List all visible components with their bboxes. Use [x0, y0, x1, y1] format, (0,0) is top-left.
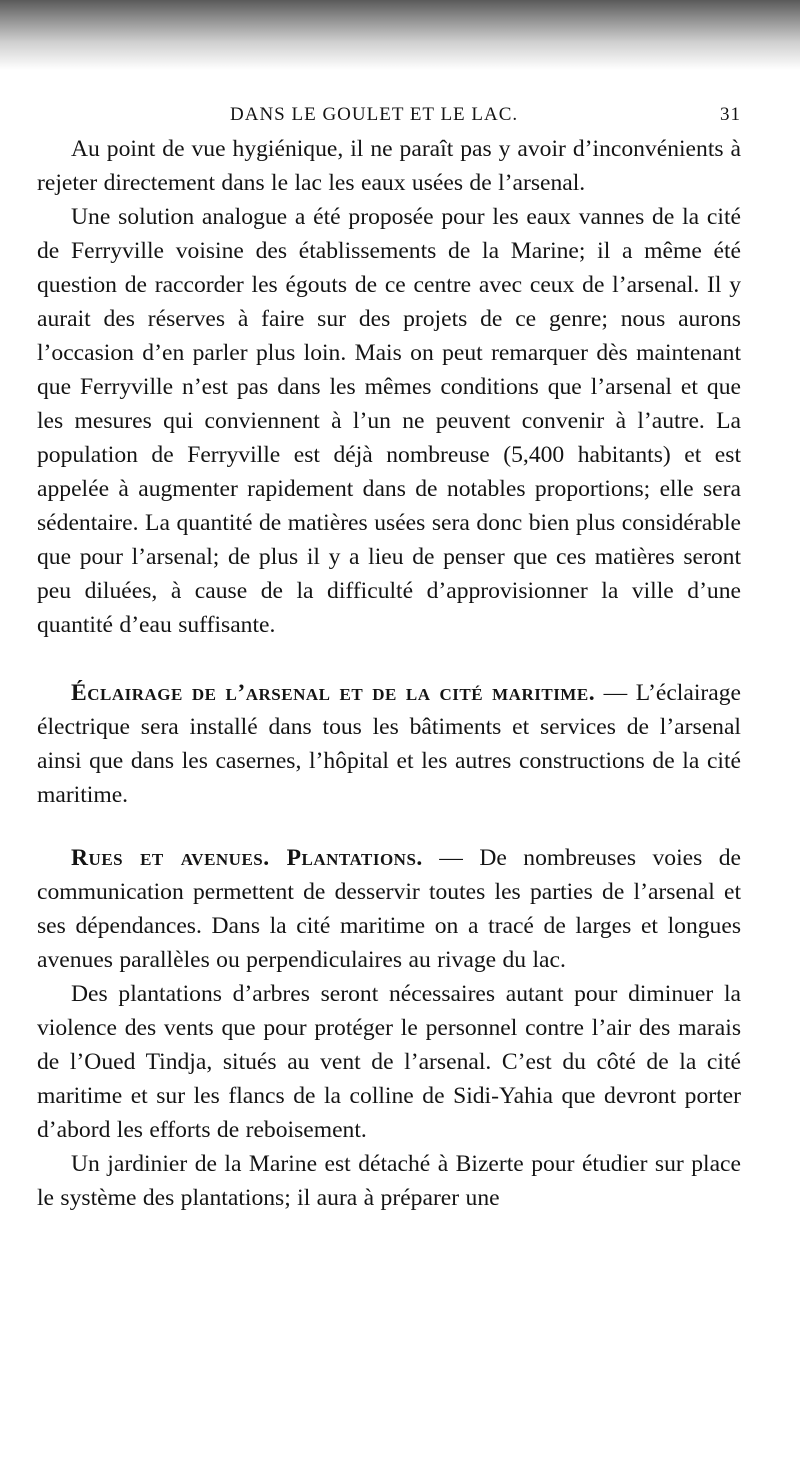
paragraph-hygiene: Au point de vue hygiénique, il ne paraît pas y avoir d’inconvénients à rejeter directement dans le lac les eaux usées de l’arsenal. [37, 136, 741, 196]
body-text [37, 132, 741, 1215]
paragraph-jardinier: Un jardinier de la Marine est détaché à Bizerte pour étudier sur place le système des plantations; il aura à préparer une [37, 1151, 741, 1211]
section-eclairage [37, 676, 741, 812]
section-heading-eclairage: Éclairage de l’arsenal et de la cité maritime. [71, 680, 596, 706]
section-gap [37, 642, 741, 676]
paragraph-ferryville: Une solution analogue a été proposée pour les eaux vannes de la cité de Ferryville voisine des établissements de la Marine; il a même été question de raccorder les égouts de ce centre avec ceux de l’arsenal. Il y aurait des réserves à faire sur des projets de ce genre; nous aurons l’occasion d’en parler plus loin. Mais on peut remarquer dès maintenant que Ferryville n’est pas dans les mêmes conditions que l’arsenal et que les mesures qui conviennent à l’un ne peuvent convenir à l’autre. La population de Ferryville est déjà nombreuse (5,400 habitants) et est appelée à augmenter rapidement dans de notables proportions; elle sera sédentaire. La quantité de matières usées sera donc bien plus considérable que pour l’arsenal; de plus il y a lieu de penser que ces matières seront peu diluées, à cause de la difficulté d’approvisionner la ville d’une quantité d’eau suffisante. [37, 204, 741, 638]
page-number: 31 [720, 104, 741, 125]
running-title: DANS LE GOULET ET LE LAC. [230, 104, 519, 125]
section-rues [37, 841, 741, 977]
paragraph-plantations: Des plantations d’arbres seront nécessaires autant pour diminuer la violence des vents que pour protéger le personnel contre l’air des marais de l’Oued Tindja, situés au vent de l’arsenal. C’est du côté de la cité maritime et sur les flancs de la colline de Sidi-Yahia que devront porter d’abord les efforts de reboisement. [37, 981, 741, 1143]
section-gap [37, 812, 741, 841]
section-text-rues: — De nombreuses voies de communication permettent de desservir toutes les parties de l’arsenal et ses dépendances. Dans la cité maritime on a tracé de larges et longues avenues parallèles ou perpendiculaires au rivage du lac. [37, 845, 742, 973]
book-page [37, 96, 741, 1215]
section-heading-rues: Rues et avenues. Plantations. [71, 845, 423, 871]
section-text-eclairage: — L’éclairage électrique sera installé dans tous les bâtiments et services de l’arsenal ainsi que dans les casernes, l’hôpital et les autres constructions de la cité maritime. [37, 680, 741, 808]
scanned-page-edge-shadow [0, 0, 800, 70]
running-head [37, 96, 741, 132]
